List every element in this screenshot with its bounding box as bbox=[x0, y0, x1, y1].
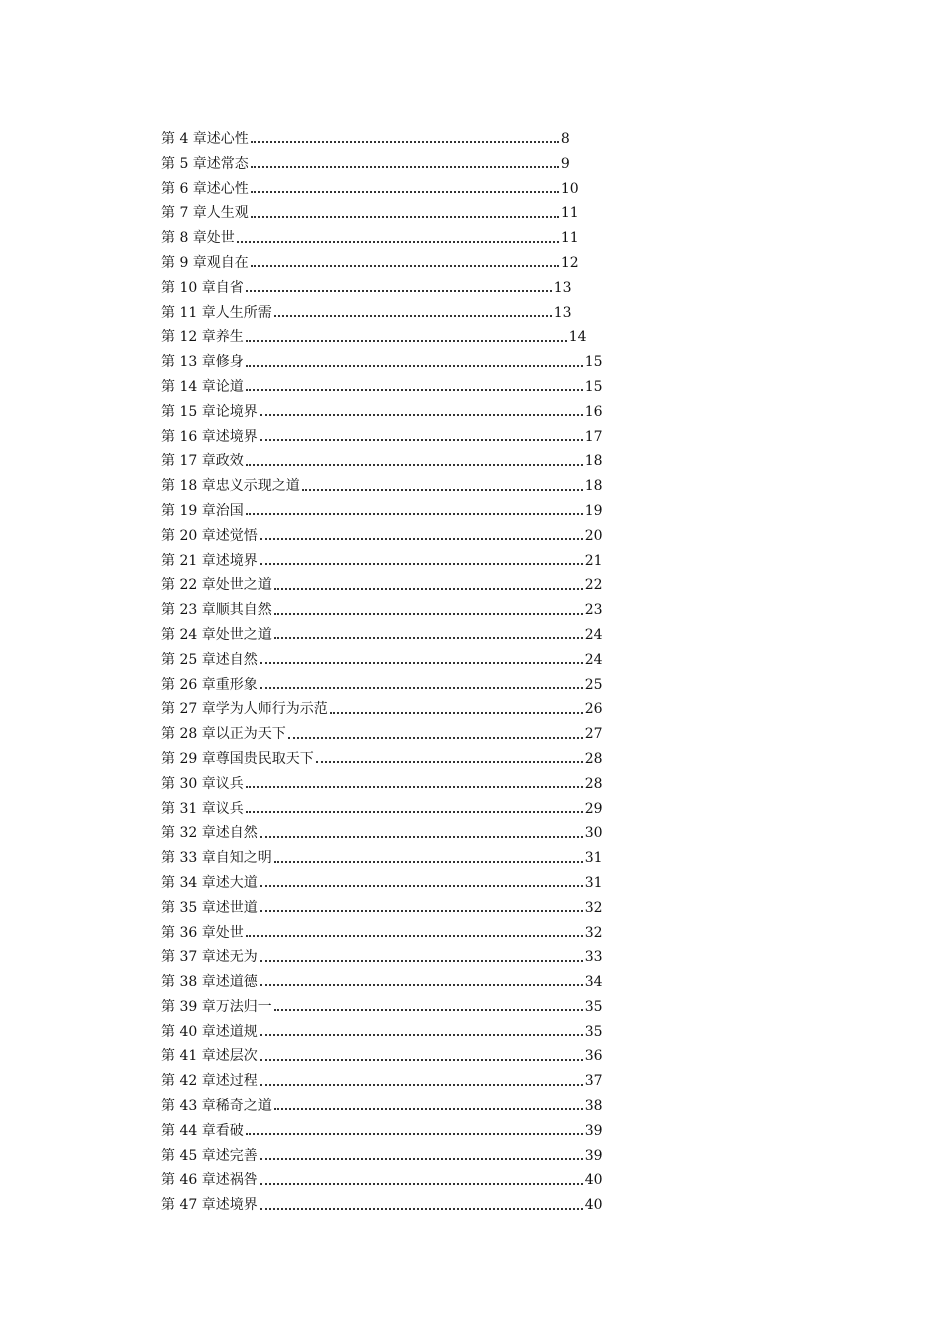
toc-entry[interactable] bbox=[161, 152, 601, 177]
toc-entry[interactable] bbox=[161, 846, 601, 871]
toc-entry-title: 第 35 章述世道 bbox=[161, 899, 258, 916]
toc-entry-page-number: 31 bbox=[584, 874, 603, 891]
toc-entry-page-number: 39 bbox=[584, 1122, 603, 1139]
toc-entry[interactable] bbox=[161, 772, 601, 797]
toc-entry-title: 第 39 章万法归一 bbox=[161, 998, 272, 1015]
toc-entry[interactable] bbox=[161, 598, 601, 623]
toc-dot-leader bbox=[246, 935, 583, 937]
toc-entry[interactable] bbox=[161, 400, 601, 425]
toc-dot-leader bbox=[260, 687, 583, 689]
toc-entry-page-number: 23 bbox=[584, 602, 603, 619]
toc-entry[interactable] bbox=[161, 251, 601, 276]
toc-dot-leader bbox=[246, 464, 583, 466]
toc-entry-title: 第 47 章述境界 bbox=[161, 1197, 258, 1214]
toc-dot-leader bbox=[260, 563, 583, 565]
toc-entry-title: 第 13 章修身 bbox=[161, 354, 244, 371]
toc-entry-page-number: 29 bbox=[584, 800, 603, 817]
toc-dot-leader bbox=[246, 513, 583, 515]
toc-entry[interactable] bbox=[161, 722, 601, 747]
toc-entry[interactable] bbox=[161, 623, 601, 648]
toc-entry-page-number: 33 bbox=[584, 949, 603, 966]
toc-entry[interactable] bbox=[161, 276, 601, 301]
toc-entry-page-number: 36 bbox=[584, 1048, 603, 1065]
toc-entry[interactable] bbox=[161, 549, 601, 574]
toc-dot-leader bbox=[246, 340, 567, 342]
toc-dot-leader bbox=[330, 712, 583, 714]
toc-entry[interactable] bbox=[161, 921, 601, 946]
toc-dot-leader bbox=[260, 662, 583, 664]
toc-dot-leader bbox=[246, 389, 583, 391]
toc-entry-page-number: 21 bbox=[584, 552, 603, 569]
toc-entry-title: 第 43 章稀奇之道 bbox=[161, 1098, 272, 1115]
toc-entry-title: 第 33 章自知之明 bbox=[161, 850, 272, 867]
toc-entry-title: 第 34 章述大道 bbox=[161, 874, 258, 891]
toc-entry[interactable] bbox=[161, 350, 601, 375]
toc-entry-title: 第 4 章述心性 bbox=[161, 131, 249, 147]
toc-entry-title: 第 45 章述完善 bbox=[161, 1147, 258, 1164]
toc-dot-leader bbox=[237, 241, 559, 243]
toc-dot-leader bbox=[260, 984, 583, 986]
toc-entry-page-number: 11 bbox=[560, 230, 579, 247]
toc-entry[interactable] bbox=[161, 747, 601, 772]
toc-entry[interactable] bbox=[161, 1119, 601, 1144]
toc-entry-page-number: 24 bbox=[584, 626, 603, 643]
toc-entry[interactable] bbox=[161, 970, 601, 995]
toc-dot-leader bbox=[288, 737, 583, 739]
toc-entry-title: 第 32 章述自然 bbox=[161, 825, 258, 842]
toc-dot-leader bbox=[251, 265, 559, 267]
toc-entry[interactable] bbox=[161, 896, 601, 921]
toc-entry[interactable] bbox=[161, 1069, 601, 1094]
toc-entry-title: 第 18 章忠义示现之道 bbox=[161, 478, 300, 495]
toc-entry-title: 第 12 章养生 bbox=[161, 329, 244, 346]
toc-entry-page-number: 18 bbox=[584, 478, 603, 495]
toc-entry-title: 第 29 章尊国贵民取天下 bbox=[161, 750, 314, 767]
toc-entry-title: 第 8 章处世 bbox=[161, 230, 235, 247]
toc-entry-title: 第 46 章述祸咎 bbox=[161, 1172, 258, 1189]
toc-entry-title: 第 41 章述层次 bbox=[161, 1048, 258, 1065]
toc-entry[interactable] bbox=[161, 1144, 601, 1169]
toc-entry[interactable] bbox=[161, 1168, 601, 1193]
toc-entry-page-number: 16 bbox=[584, 403, 603, 420]
toc-dot-leader bbox=[251, 141, 559, 143]
toc-dot-leader bbox=[246, 811, 583, 813]
toc-entry-page-number: 35 bbox=[584, 1023, 603, 1040]
toc-entry[interactable] bbox=[161, 474, 601, 499]
toc-dot-leader bbox=[260, 1183, 583, 1185]
toc-dot-leader bbox=[274, 613, 583, 615]
toc-entry-title: 第 27 章学为人师行为示范 bbox=[161, 701, 328, 718]
toc-entry-title: 第 28 章以正为天下 bbox=[161, 726, 286, 743]
toc-entry-page-number: 31 bbox=[584, 850, 603, 867]
toc-entry-page-number: 22 bbox=[584, 577, 603, 594]
toc-entry[interactable] bbox=[161, 325, 601, 350]
toc-entry-page-number: 37 bbox=[584, 1073, 603, 1090]
toc-entry[interactable] bbox=[161, 797, 601, 822]
toc-dot-leader bbox=[274, 861, 583, 863]
toc-dot-leader bbox=[260, 1084, 583, 1086]
toc-entry[interactable] bbox=[161, 226, 601, 251]
toc-entry-page-number: 27 bbox=[584, 726, 603, 743]
toc-entry-page-number: 32 bbox=[584, 924, 603, 941]
toc-entry-title: 第 30 章议兵 bbox=[161, 775, 244, 792]
toc-dot-leader bbox=[260, 885, 583, 887]
toc-entry[interactable] bbox=[161, 127, 601, 152]
toc-entry-page-number: 17 bbox=[584, 428, 603, 445]
toc-entry-title: 第 9 章观自在 bbox=[161, 254, 249, 271]
toc-entry-page-number: 10 bbox=[560, 180, 579, 197]
toc-entry-page-number: 13 bbox=[553, 279, 572, 296]
toc-entry[interactable] bbox=[161, 871, 601, 896]
toc-entry-title: 第 16 章述境界 bbox=[161, 428, 258, 445]
toc-entry-title: 第 37 章述无为 bbox=[161, 949, 258, 966]
toc-dot-leader bbox=[251, 216, 559, 218]
toc-dot-leader bbox=[274, 315, 552, 317]
toc-entry-page-number: 9 bbox=[560, 155, 570, 172]
toc-entry[interactable] bbox=[161, 1020, 601, 1045]
toc-entry-title: 第 21 章述境界 bbox=[161, 552, 258, 569]
toc-entry-page-number: 32 bbox=[584, 899, 603, 916]
toc-entry-title: 第 5 章述常态 bbox=[161, 155, 249, 172]
toc-entry-title: 第 44 章看破 bbox=[161, 1122, 244, 1139]
toc-dot-leader bbox=[302, 489, 583, 491]
toc-dot-leader bbox=[274, 588, 583, 590]
toc-entry[interactable] bbox=[161, 821, 601, 846]
toc-entry[interactable] bbox=[161, 1044, 601, 1069]
toc-entry-page-number: 19 bbox=[584, 502, 603, 519]
toc-entry-page-number: 8 bbox=[560, 131, 570, 147]
toc-dot-leader bbox=[251, 166, 559, 168]
toc-dot-leader bbox=[246, 1133, 583, 1135]
toc-dot-leader bbox=[260, 414, 583, 416]
toc-entry[interactable] bbox=[161, 201, 601, 226]
toc-entry-page-number: 14 bbox=[568, 329, 587, 346]
toc-entry-title: 第 42 章述过程 bbox=[161, 1073, 258, 1090]
toc-dot-leader bbox=[246, 365, 583, 367]
toc-dot-leader bbox=[260, 439, 583, 441]
toc-entry[interactable] bbox=[161, 648, 601, 673]
toc-entry-title: 第 36 章处世 bbox=[161, 924, 244, 941]
toc-dot-leader bbox=[260, 910, 583, 912]
toc-entry-page-number: 38 bbox=[584, 1098, 603, 1115]
toc-entry-page-number: 30 bbox=[584, 825, 603, 842]
toc-entry[interactable] bbox=[161, 697, 601, 722]
toc-entry-title: 第 23 章顺其自然 bbox=[161, 602, 272, 619]
toc-entry-title: 第 7 章人生观 bbox=[161, 205, 249, 222]
toc-entry[interactable] bbox=[161, 301, 601, 326]
toc-dot-leader bbox=[260, 1034, 583, 1036]
toc-dot-leader bbox=[274, 1009, 583, 1011]
toc-entry[interactable] bbox=[161, 449, 601, 474]
toc-entry-title: 第 19 章治国 bbox=[161, 502, 244, 519]
toc-dot-leader bbox=[274, 1108, 583, 1110]
toc-entry-title: 第 10 章自省 bbox=[161, 279, 244, 296]
toc-entry[interactable] bbox=[161, 425, 601, 450]
toc-entry-page-number: 20 bbox=[584, 527, 603, 544]
toc-entry-title: 第 15 章论境界 bbox=[161, 403, 258, 420]
toc-entry-title: 第 24 章处世之道 bbox=[161, 626, 272, 643]
toc-entry-page-number: 15 bbox=[584, 378, 603, 395]
toc-entry[interactable] bbox=[161, 573, 601, 598]
toc-entry-page-number: 39 bbox=[584, 1147, 603, 1164]
toc-entry-page-number: 13 bbox=[553, 304, 572, 321]
toc-entry-page-number: 35 bbox=[584, 998, 603, 1015]
toc-entry[interactable] bbox=[161, 945, 601, 970]
toc-dot-leader bbox=[274, 637, 583, 639]
toc-entry[interactable] bbox=[161, 177, 601, 202]
toc-entry-title: 第 31 章议兵 bbox=[161, 800, 244, 817]
toc-entry[interactable] bbox=[161, 995, 601, 1020]
toc-entry-page-number: 11 bbox=[560, 205, 579, 222]
toc-entry-title: 第 20 章述觉悟 bbox=[161, 527, 258, 544]
toc-entry[interactable] bbox=[161, 499, 601, 524]
toc-entry[interactable] bbox=[161, 524, 601, 549]
toc-entry-page-number: 34 bbox=[584, 974, 603, 991]
toc-dot-leader bbox=[260, 960, 583, 962]
toc-dot-leader bbox=[246, 290, 552, 292]
toc-entry-title: 第 40 章述道规 bbox=[161, 1023, 258, 1040]
toc-dot-leader bbox=[316, 761, 583, 763]
toc-entry[interactable] bbox=[161, 673, 601, 698]
toc-entry-title: 第 17 章政效 bbox=[161, 453, 244, 470]
toc-entry[interactable] bbox=[161, 1193, 601, 1218]
toc-entry-page-number: 25 bbox=[584, 676, 603, 693]
toc-entry-title: 第 11 章人生所需 bbox=[161, 304, 272, 321]
toc-entry-page-number: 40 bbox=[584, 1172, 603, 1189]
toc-dot-leader bbox=[251, 191, 559, 193]
toc-entry-title: 第 38 章述道德 bbox=[161, 974, 258, 991]
toc-entry-title: 第 26 章重形象 bbox=[161, 676, 258, 693]
toc-entry-title: 第 6 章述心性 bbox=[161, 180, 249, 197]
toc-dot-leader bbox=[260, 1208, 583, 1210]
toc-dot-leader bbox=[260, 836, 583, 838]
toc-dot-leader bbox=[260, 1059, 583, 1061]
toc-entry-title: 第 14 章论道 bbox=[161, 378, 244, 395]
toc-entry-page-number: 12 bbox=[560, 254, 579, 271]
toc-dot-leader bbox=[246, 786, 583, 788]
toc-entry-title: 第 22 章处世之道 bbox=[161, 577, 272, 594]
toc-dot-leader bbox=[260, 1158, 583, 1160]
toc-entry-page-number: 15 bbox=[584, 354, 603, 371]
toc-dot-leader bbox=[260, 538, 583, 540]
toc-entry-page-number: 28 bbox=[584, 775, 603, 792]
toc-entry-page-number: 28 bbox=[584, 750, 603, 767]
toc-entry-page-number: 26 bbox=[584, 701, 603, 718]
toc-entry[interactable] bbox=[161, 1094, 601, 1119]
table-of-contents bbox=[161, 127, 601, 1218]
toc-entry-page-number: 40 bbox=[584, 1197, 603, 1214]
toc-entry[interactable] bbox=[161, 375, 601, 400]
toc-entry-page-number: 18 bbox=[584, 453, 603, 470]
toc-entry-page-number: 24 bbox=[584, 651, 603, 668]
toc-entry-title: 第 25 章述自然 bbox=[161, 651, 258, 668]
